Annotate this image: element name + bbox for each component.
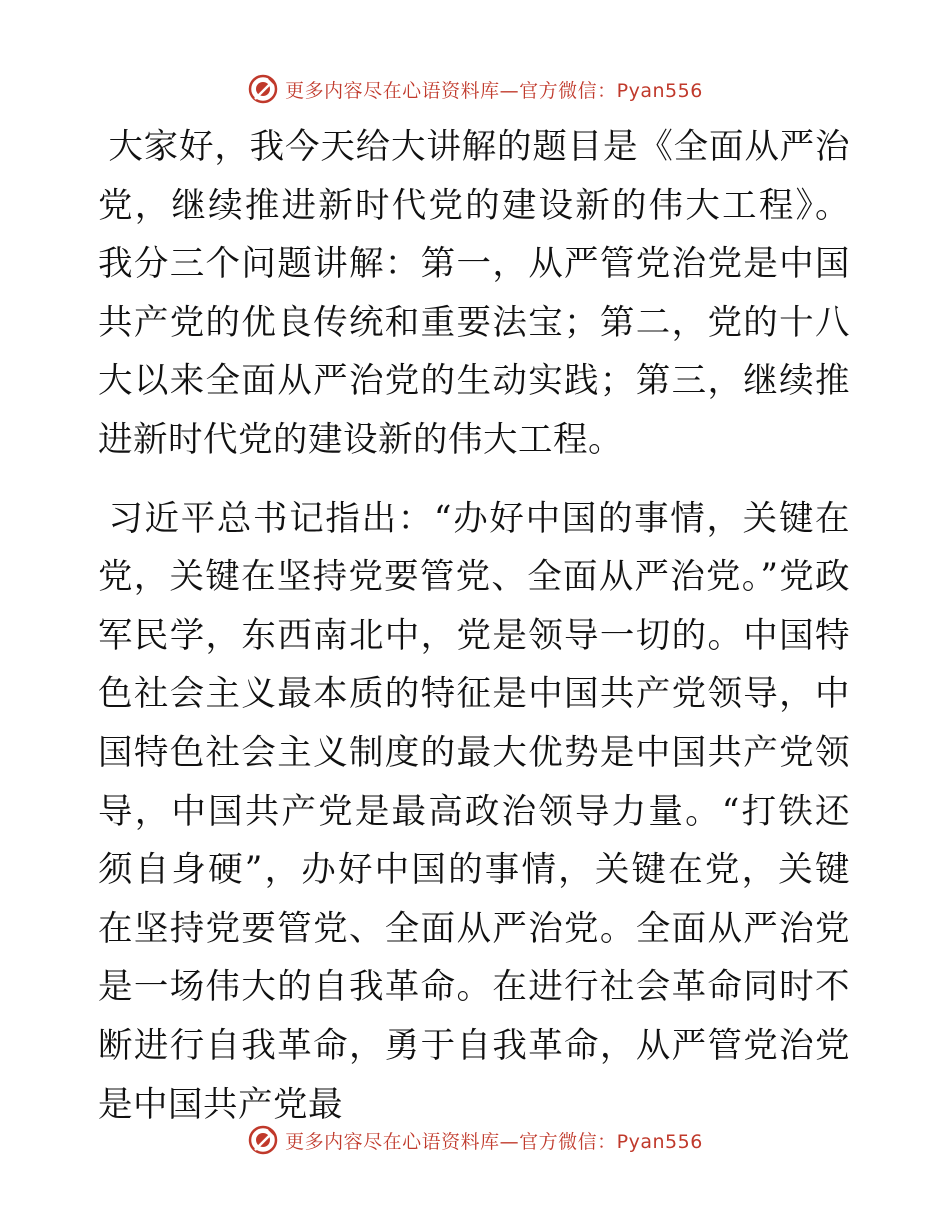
- seal-logo-icon: [247, 73, 279, 105]
- watermark-text: 更多内容尽在心语资料库—官方微信：Pyan556: [285, 79, 703, 102]
- paragraph-intro: 大家好，我今天给大讲解的题目是《全面从严治党，继续推进新时代党的建设新的伟大工程》。我分三个问题讲解：第一，从严管党治党是中国共产党的优良传统和重要法宝；第二，党的十八大以来全面从严治党的生动实践；第三，继续推进新时代党的建设新的伟大工程。: [98, 127, 850, 460]
- watermark-text: 更多内容尽在心语资料库—官方微信：Pyan556: [285, 1130, 703, 1153]
- header-watermark: [0, 72, 950, 106]
- footer-watermark: [0, 1123, 950, 1157]
- document-body: [98, 118, 850, 1134]
- paragraph-main: 习近平总书记指出：“办好中国的事情，关键在党，关键在坚持党要管党、全面从严治党。”党政军民学，东西南北中，党是领导一切的。中国特色社会主义最本质的特征是中国共产党领导，中国特色社会主义制度的最大优势是中国共产党领导，中国共产党是最高政治领导力量。“打铁还须自身硬”，办好中国的事情，关键在党，关键在坚持党要管党、全面从严治党。全面从严治党是一场伟大的自我革命。在进行社会革命同时不断进行自我革命，勇于自我革命，从严管党治党是中国共产党最: [98, 498, 850, 1125]
- seal-logo-icon: [247, 1124, 279, 1156]
